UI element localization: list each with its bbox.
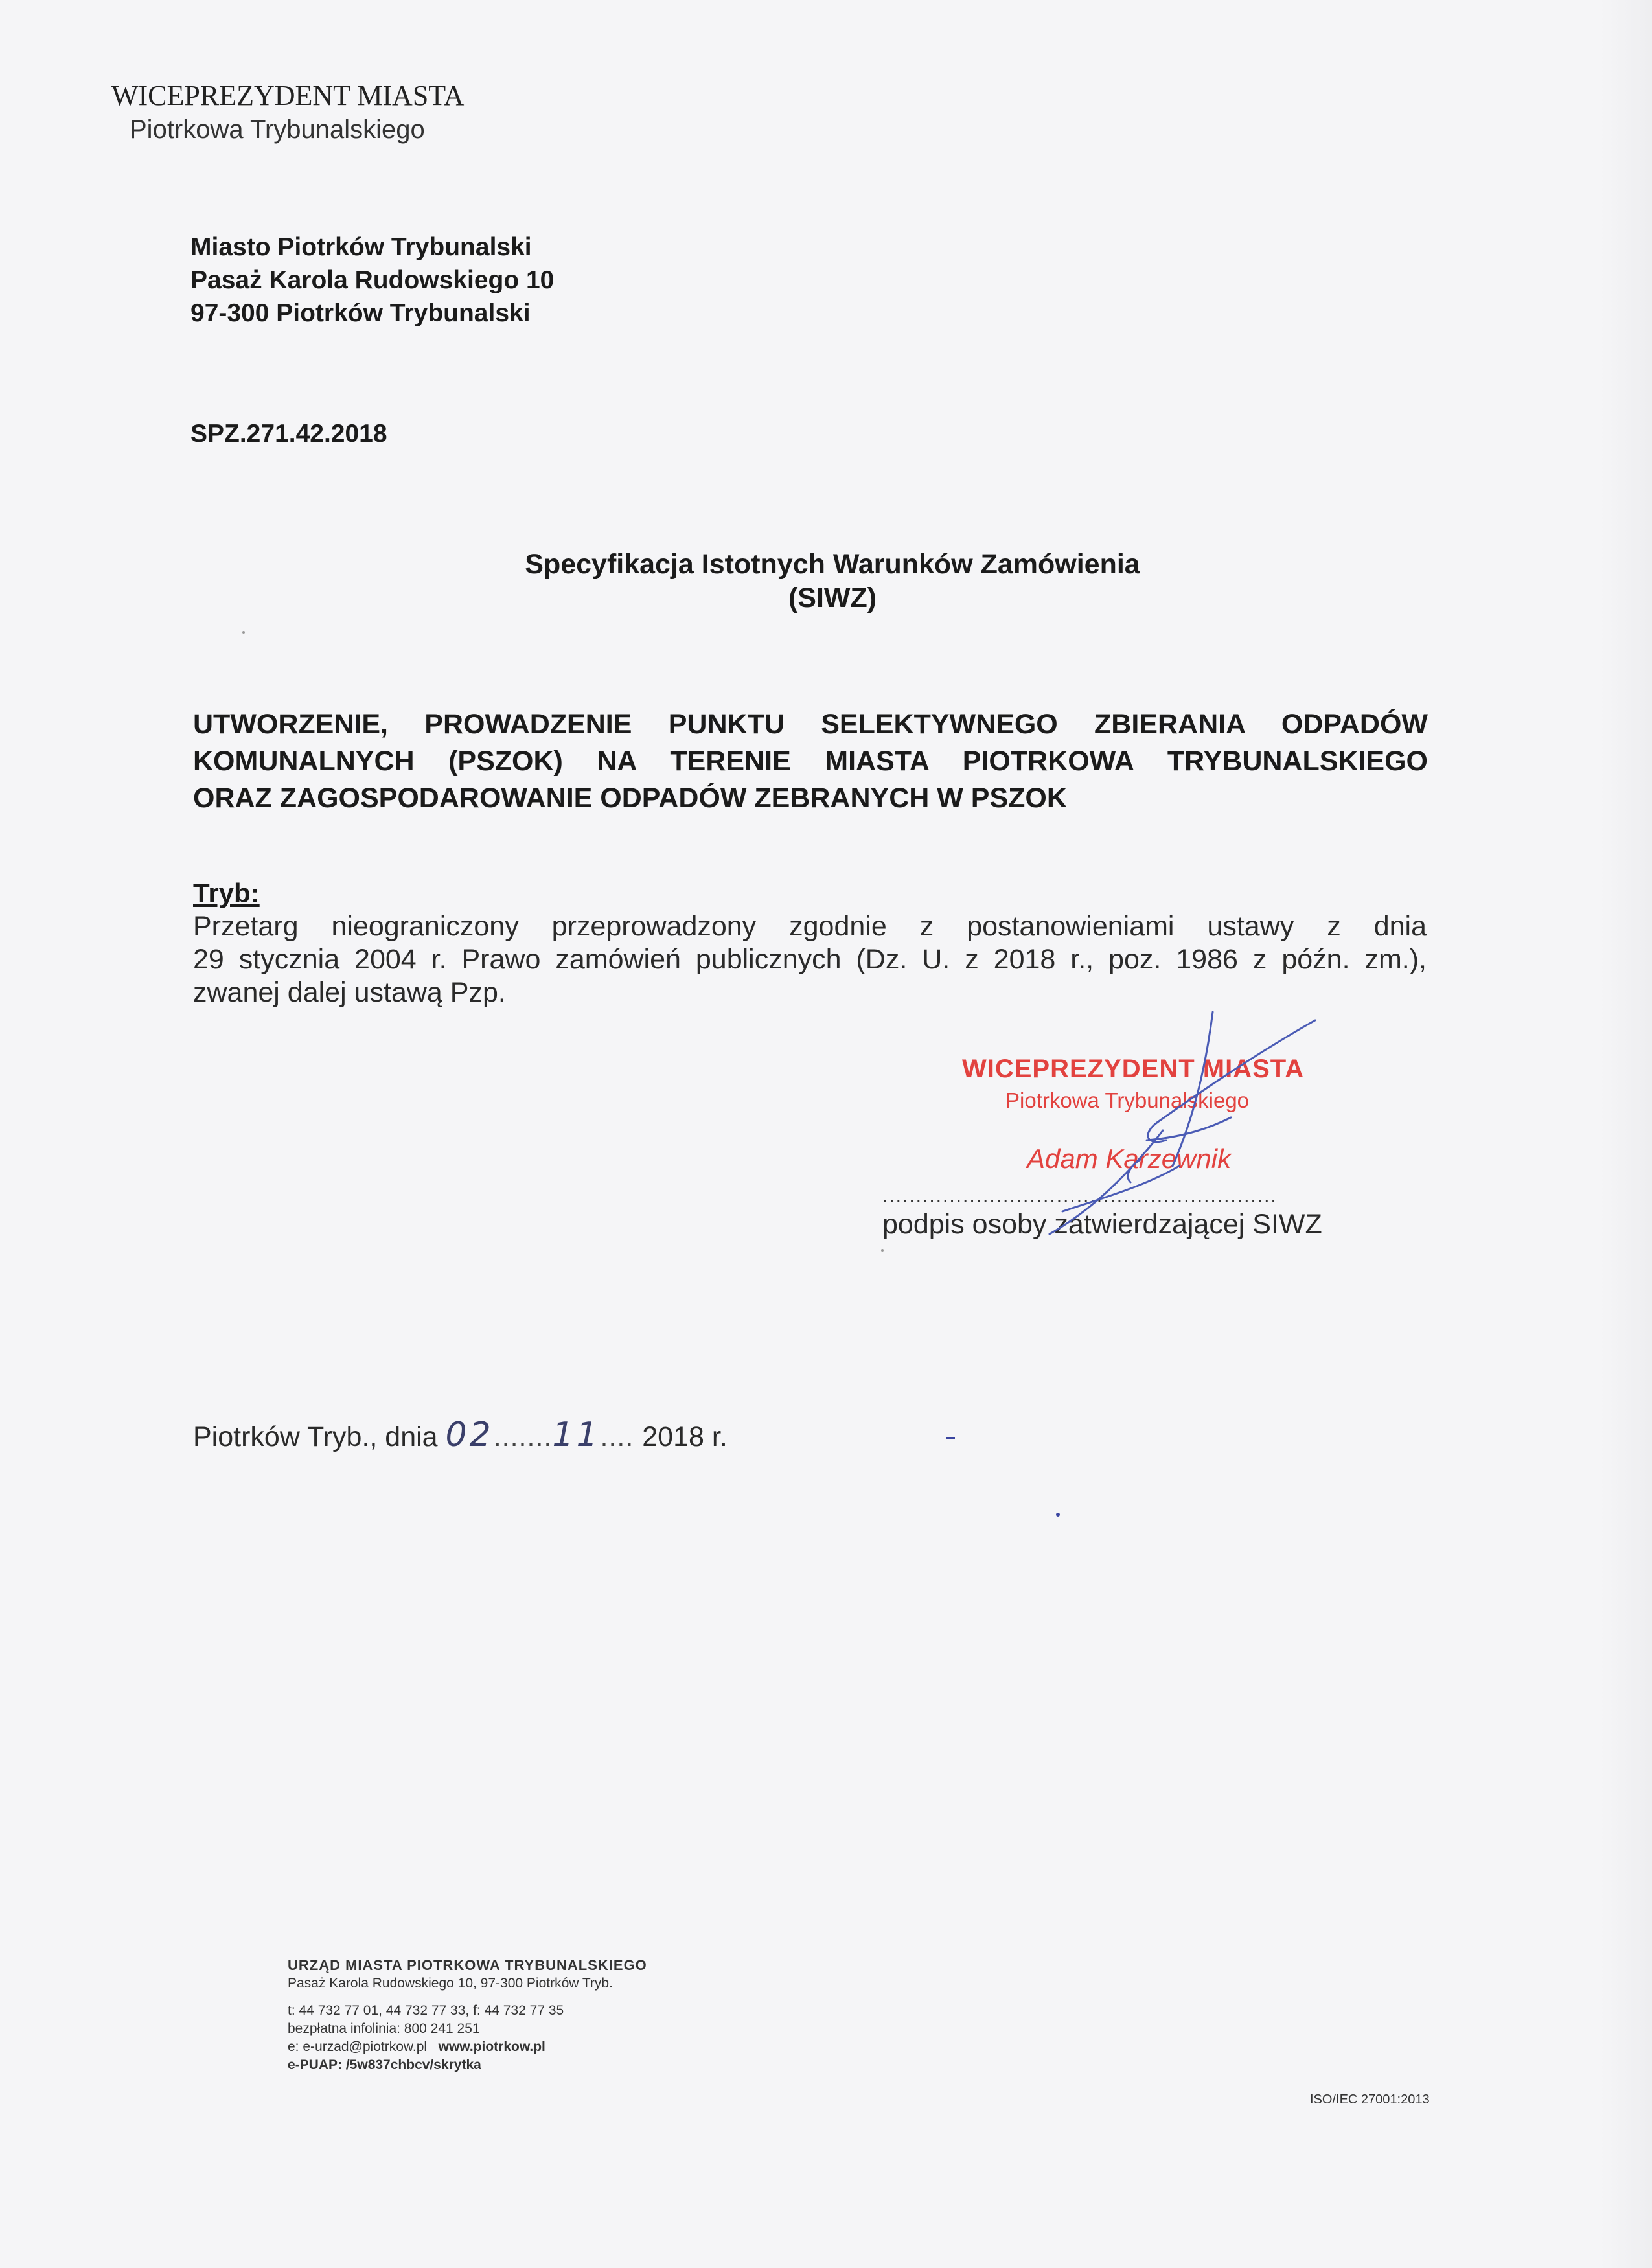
- stamp-subtitle: Piotrkowa Trybunalskiego: [1005, 1088, 1250, 1112]
- address-line: Miasto Piotrków Trybunalski: [190, 233, 532, 261]
- document-title-line: Specyfikacja Istotnych Warunków Zamówienia: [525, 549, 1140, 580]
- date-separator-dots: .......: [493, 1421, 553, 1452]
- mode-line: 29 stycznia 2004 r. Prawo zamówień publicznych (Dz. U. z 2018 r., poz. 1986 z późn. zm.),: [193, 944, 1427, 975]
- signature-dotted-line: ...........................................................: [882, 1186, 1278, 1207]
- signature-caption: podpis osoby zatwierdzającej SIWZ: [882, 1209, 1322, 1240]
- footer-epuap: e-PUAP: /5w837chbcv/skrytka: [288, 2057, 481, 2072]
- mode-line: zwanej dalej ustawą Pzp.: [193, 977, 506, 1008]
- place-date-suffix: 2018 r.: [642, 1421, 728, 1452]
- address-line: 97-300 Piotrków Trybunalski: [190, 299, 531, 327]
- stamp-title: WICEPREZYDENT MIASTA: [962, 1055, 1305, 1083]
- subject-line: KOMUNALNYCH (PSZOK) NA TERENIE MIASTA PIOTRKOWA TRYBUNALSKIEGO: [193, 746, 1428, 777]
- address-line: Pasaż Karola Rudowskiego 10: [190, 266, 555, 294]
- letterhead-title: WICEPREZYDENT MIASTA: [111, 80, 465, 111]
- letterhead-subtitle: Piotrkowa Trybunalskiego: [130, 115, 425, 144]
- footer-phones: t: 44 732 77 01, 44 732 77 33, f: 44 732 77 35: [288, 2003, 564, 2018]
- date-month: 11: [552, 1415, 601, 1454]
- footer-website: www.piotrkow.pl: [438, 2039, 545, 2054]
- place-date-prefix: Piotrków Tryb., dnia: [193, 1421, 438, 1452]
- reference-number: SPZ.271.42.2018: [190, 420, 387, 448]
- footer-address: Pasaż Karola Rudowskiego 10, 97-300 Piotrków Tryb.: [288, 1976, 613, 1991]
- footer-email: e: e-urzad@piotrkow.pl: [288, 2039, 428, 2054]
- footer-hotline: bezpłatna infolinia: 800 241 251: [288, 2021, 480, 2036]
- date-day: 02: [445, 1415, 494, 1454]
- subject-line: ORAZ ZAGOSPODAROWANIE ODPADÓW ZEBRANYCH W PSZOK: [193, 783, 1067, 814]
- date-separator-dots: ....: [600, 1421, 643, 1452]
- stamp-name: Adam Karzewnik: [1027, 1143, 1232, 1174]
- subject-line: UTWORZENIE, PROWADZENIE PUNKTU SELEKTYWNEGO ZBIERANIA ODPADÓW: [193, 709, 1428, 740]
- document-title-abbrev: (SIWZ): [788, 582, 877, 613]
- mode-line: Przetarg nieograniczony przeprowadzony zgodnie z postanowieniami ustawy z dnia: [193, 911, 1427, 942]
- iso-certification: ISO/IEC 27001:2013: [1310, 2092, 1430, 2107]
- mode-label: Tryb:: [193, 878, 260, 908]
- footer-office: URZĄD MIASTA PIOTRKOWA TRYBUNALSKIEGO: [288, 1957, 647, 1973]
